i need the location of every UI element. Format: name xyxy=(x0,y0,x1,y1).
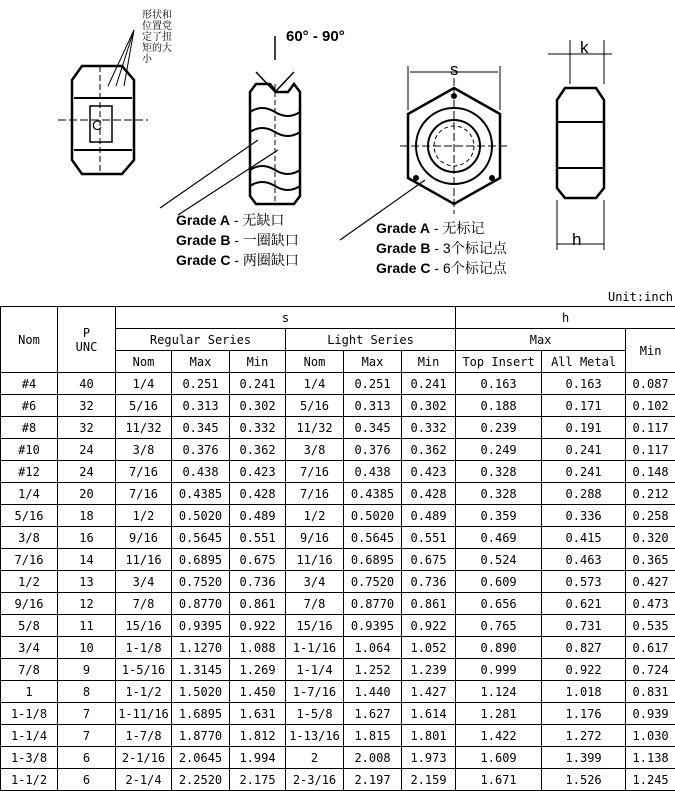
table-row xyxy=(1,461,675,483)
table-row xyxy=(1,483,675,505)
table-cell: 0.163 xyxy=(542,373,626,395)
grade-line: Grade C - 两圈缺口 xyxy=(176,252,299,268)
table-cell: 0.890 xyxy=(456,637,542,659)
table-cell: 11/32 xyxy=(116,417,172,439)
table-row xyxy=(1,373,675,395)
table-cell: 0.831 xyxy=(626,681,675,703)
table-cell: 1-1/8 xyxy=(1,703,58,725)
table-cell: 0.827 xyxy=(542,637,626,659)
table-cell: 32 xyxy=(58,417,116,439)
table-cell: 2-1/16 xyxy=(116,747,172,769)
header-pitch xyxy=(58,307,116,373)
table-cell: 0.241 xyxy=(542,461,626,483)
table-cell: 0.438 xyxy=(172,461,230,483)
table-cell: 0.463 xyxy=(542,549,626,571)
table-row xyxy=(1,549,675,571)
table-cell: 0.251 xyxy=(172,373,230,395)
table-cell: 0.362 xyxy=(230,439,286,461)
table-cell: #12 xyxy=(1,461,58,483)
table-cell: 0.258 xyxy=(626,505,675,527)
table-cell: 1.6895 xyxy=(172,703,230,725)
header-nom: Nom xyxy=(1,307,58,373)
table-cell: 5/16 xyxy=(116,395,172,417)
table-cell: 1.614 xyxy=(402,703,456,725)
table-cell: 1.064 xyxy=(344,637,402,659)
table-cell: 0.239 xyxy=(456,417,542,439)
table-cell: 0.922 xyxy=(402,615,456,637)
table-cell: 0.535 xyxy=(626,615,675,637)
table-cell: 1.671 xyxy=(456,769,542,791)
table-cell: 1.627 xyxy=(344,703,402,725)
table-cell: 0.423 xyxy=(230,461,286,483)
table-cell: 0.249 xyxy=(456,439,542,461)
table-cell: 1/4 xyxy=(116,373,172,395)
table-cell: 3/4 xyxy=(286,571,344,593)
table-cell: 8 xyxy=(58,681,116,703)
table-cell: 1.609 xyxy=(456,747,542,769)
table-cell: 5/16 xyxy=(286,395,344,417)
table-row xyxy=(1,659,675,681)
table-cell: 1.176 xyxy=(542,703,626,725)
table-cell: 1.812 xyxy=(230,725,286,747)
table-cell: 1-13/16 xyxy=(286,725,344,747)
table-cell: 16 xyxy=(58,527,116,549)
header-top-insert: Top Insert xyxy=(456,351,542,373)
table-cell: 0.359 xyxy=(456,505,542,527)
table-cell: 0.171 xyxy=(542,395,626,417)
table-cell: 3/8 xyxy=(116,439,172,461)
table-cell: 1.631 xyxy=(230,703,286,725)
callout-line: 位置党 xyxy=(142,21,172,32)
table-cell: 0.573 xyxy=(542,571,626,593)
table-cell: 0.212 xyxy=(626,483,675,505)
table-cell: 1.269 xyxy=(230,659,286,681)
table-cell: 0.191 xyxy=(542,417,626,439)
table-cell: 7/16 xyxy=(286,461,344,483)
table-cell: 0.102 xyxy=(626,395,675,417)
table-cell: 1/2 xyxy=(116,505,172,527)
table-cell: 15/16 xyxy=(286,615,344,637)
table-row xyxy=(1,571,675,593)
table-row xyxy=(1,703,675,725)
table-cell: 0.288 xyxy=(542,483,626,505)
table-cell: 1/2 xyxy=(286,505,344,527)
table-cell: 1-11/16 xyxy=(116,703,172,725)
table-cell: 0.345 xyxy=(344,417,402,439)
table-cell: 0.188 xyxy=(456,395,542,417)
table-cell: 2.0645 xyxy=(172,747,230,769)
table-cell: 1.030 xyxy=(626,725,675,747)
table-cell: #4 xyxy=(1,373,58,395)
table-cell: 0.7520 xyxy=(344,571,402,593)
table-cell: 1.427 xyxy=(402,681,456,703)
table-cell: 3/4 xyxy=(116,571,172,593)
table-cell: 1-5/16 xyxy=(116,659,172,681)
header-h-min: Min xyxy=(626,329,675,373)
table-cell: 40 xyxy=(58,373,116,395)
dimension-k-label: k xyxy=(580,38,589,57)
table-cell: 0.9395 xyxy=(172,615,230,637)
table-cell: 2-3/16 xyxy=(286,769,344,791)
table-cell: 1.052 xyxy=(402,637,456,659)
table-cell: 7/8 xyxy=(286,593,344,615)
nut-top-view xyxy=(340,66,508,240)
table-cell: 0.473 xyxy=(626,593,675,615)
table-cell: 0.5020 xyxy=(344,505,402,527)
table-cell: 1-3/8 xyxy=(1,747,58,769)
table-cell: 0.5645 xyxy=(172,527,230,549)
table-cell: 0.675 xyxy=(402,549,456,571)
table-row xyxy=(1,615,675,637)
table-cell: 1.399 xyxy=(542,747,626,769)
table-cell: 7 xyxy=(58,703,116,725)
table-cell: 0.8770 xyxy=(172,593,230,615)
table-cell: 0.736 xyxy=(402,571,456,593)
header-regular-min: Min xyxy=(230,351,286,373)
table-cell: 1.8770 xyxy=(172,725,230,747)
table-cell: 0.332 xyxy=(402,417,456,439)
header-all-metal: All Metal xyxy=(542,351,626,373)
table-cell: 0.4385 xyxy=(172,483,230,505)
table-cell: 0.469 xyxy=(456,527,542,549)
table-cell: 1.440 xyxy=(344,681,402,703)
table-cell: 0.9395 xyxy=(344,615,402,637)
table-cell: 2.2520 xyxy=(172,769,230,791)
table-cell: 1.124 xyxy=(456,681,542,703)
spec-table-body xyxy=(1,373,675,791)
table-cell: 1.422 xyxy=(456,725,542,747)
table-cell: 0.428 xyxy=(230,483,286,505)
svg-text:C: C xyxy=(92,117,103,133)
table-cell: 7 xyxy=(58,725,116,747)
table-cell: 0.302 xyxy=(402,395,456,417)
table-cell: 1.3145 xyxy=(172,659,230,681)
table-row xyxy=(1,395,675,417)
table-cell: 0.163 xyxy=(456,373,542,395)
header-h-max: Max xyxy=(456,329,626,351)
table-cell: 24 xyxy=(58,461,116,483)
table-cell: 12 xyxy=(58,593,116,615)
table-cell: 0.617 xyxy=(626,637,675,659)
table-cell: 2.175 xyxy=(230,769,286,791)
dimension-h-label: h xyxy=(572,230,582,249)
table-cell: 0.328 xyxy=(456,483,542,505)
table-cell: 1.252 xyxy=(344,659,402,681)
table-cell: 0.427 xyxy=(626,571,675,593)
grade-line: Grade A - 无标记 xyxy=(376,220,485,236)
table-cell: 14 xyxy=(58,549,116,571)
table-cell: 5/8 xyxy=(1,615,58,637)
table-cell: 1/4 xyxy=(286,373,344,395)
table-cell: 7/8 xyxy=(1,659,58,681)
table-cell: 0.345 xyxy=(172,417,230,439)
table-cell: 11/32 xyxy=(286,417,344,439)
grade-list-notch xyxy=(176,210,299,270)
table-cell: 1.245 xyxy=(626,769,675,791)
table-cell: 0.117 xyxy=(626,417,675,439)
table-cell: 0.313 xyxy=(344,395,402,417)
table-cell: 1.1270 xyxy=(172,637,230,659)
grade-line: Grade C - 6个标记点 xyxy=(376,260,507,276)
table-cell: 0.428 xyxy=(402,483,456,505)
header-light-series: Light Series xyxy=(286,329,456,351)
table-cell: 10 xyxy=(58,637,116,659)
table-cell: 0.313 xyxy=(172,395,230,417)
table-cell: 5/16 xyxy=(1,505,58,527)
table-cell: 0.332 xyxy=(230,417,286,439)
header-regular-series: Regular Series xyxy=(116,329,286,351)
angle-label: 60° - 90° xyxy=(286,28,345,45)
table-row xyxy=(1,593,675,615)
table-cell: 1-1/4 xyxy=(286,659,344,681)
header-regular-nom: Nom xyxy=(116,351,172,373)
header-light-max: Max xyxy=(344,351,402,373)
table-cell: 11 xyxy=(58,615,116,637)
table-cell: 0.609 xyxy=(456,571,542,593)
table-cell: 0.861 xyxy=(230,593,286,615)
table-cell: 1-5/8 xyxy=(286,703,344,725)
table-cell: 0.939 xyxy=(626,703,675,725)
table-cell: 0.241 xyxy=(542,439,626,461)
table-cell: 1.994 xyxy=(230,747,286,769)
table-cell: 1-1/16 xyxy=(286,637,344,659)
table-cell: 1-1/4 xyxy=(1,725,58,747)
table-cell: 1 xyxy=(1,681,58,703)
table-row xyxy=(1,681,675,703)
table-cell: 7/8 xyxy=(116,593,172,615)
grade-list-marks xyxy=(376,218,507,278)
table-cell: 6 xyxy=(58,769,116,791)
table-cell: 3/8 xyxy=(1,527,58,549)
table-cell: 1-7/16 xyxy=(286,681,344,703)
table-cell: 0.365 xyxy=(626,549,675,571)
header-p-text: P xyxy=(82,325,91,340)
table-row xyxy=(1,439,675,461)
table-cell: 9/16 xyxy=(286,527,344,549)
table-cell: 1.239 xyxy=(402,659,456,681)
table-cell: 0.736 xyxy=(230,571,286,593)
table-cell: 0.376 xyxy=(344,439,402,461)
callout-line: 定了扭 xyxy=(142,32,172,43)
header-s: s xyxy=(116,307,456,329)
table-cell: 0.328 xyxy=(456,461,542,483)
callout-note xyxy=(142,10,186,65)
table-cell: 0.621 xyxy=(542,593,626,615)
table-row xyxy=(1,505,675,527)
table-cell: 6 xyxy=(58,747,116,769)
table-cell: 0.362 xyxy=(402,439,456,461)
table-cell: 15/16 xyxy=(116,615,172,637)
table-cell: 7/16 xyxy=(116,461,172,483)
table-cell: 7/16 xyxy=(286,483,344,505)
table-cell: 0.423 xyxy=(402,461,456,483)
table-cell: 0.861 xyxy=(402,593,456,615)
table-cell: 32 xyxy=(58,395,116,417)
table-cell: 0.8770 xyxy=(344,593,402,615)
table-cell: 1.088 xyxy=(230,637,286,659)
table-cell: 20 xyxy=(58,483,116,505)
table-row xyxy=(1,769,675,791)
spec-table xyxy=(0,306,675,791)
table-cell: 0.7520 xyxy=(172,571,230,593)
table-row xyxy=(1,527,675,549)
table-cell: 1.801 xyxy=(402,725,456,747)
table-cell: 1.450 xyxy=(230,681,286,703)
table-cell: 0.6895 xyxy=(172,549,230,571)
table-row xyxy=(1,725,675,747)
table-cell: 0.551 xyxy=(230,527,286,549)
table-cell: 1-1/2 xyxy=(116,681,172,703)
table-cell: 3/4 xyxy=(1,637,58,659)
table-cell: 18 xyxy=(58,505,116,527)
table-cell: 0.656 xyxy=(456,593,542,615)
header-h: h xyxy=(456,307,675,329)
table-cell: 2 xyxy=(286,747,344,769)
table-cell: 2-1/4 xyxy=(116,769,172,791)
callout-line: 小 xyxy=(142,54,152,65)
nut-side-view-1 xyxy=(58,30,148,174)
table-cell: 0.251 xyxy=(344,373,402,395)
table-cell: 0.524 xyxy=(456,549,542,571)
table-cell: 1-7/8 xyxy=(116,725,172,747)
table-cell: 11/16 xyxy=(286,549,344,571)
table-cell: 1.018 xyxy=(542,681,626,703)
table-cell: 0.117 xyxy=(626,439,675,461)
header-regular-max: Max xyxy=(172,351,230,373)
table-cell: 1/4 xyxy=(1,483,58,505)
table-cell: 0.376 xyxy=(172,439,230,461)
table-cell: 0.302 xyxy=(230,395,286,417)
table-row xyxy=(1,417,675,439)
table-cell: 3/8 xyxy=(286,439,344,461)
table-cell: 1/2 xyxy=(1,571,58,593)
table-cell: 0.675 xyxy=(230,549,286,571)
table-cell: 1.281 xyxy=(456,703,542,725)
grade-line: Grade A - 无缺口 xyxy=(176,212,285,228)
table-cell: 11/16 xyxy=(116,549,172,571)
table-cell: 0.551 xyxy=(402,527,456,549)
table-cell: 0.922 xyxy=(230,615,286,637)
table-cell: 0.438 xyxy=(344,461,402,483)
callout-line: 矩的大 xyxy=(142,43,172,54)
table-cell: 9/16 xyxy=(116,527,172,549)
table-cell: 7/16 xyxy=(1,549,58,571)
table-cell: 0.5645 xyxy=(344,527,402,549)
table-row xyxy=(1,747,675,769)
table-cell: 1.272 xyxy=(542,725,626,747)
table-cell: 0.241 xyxy=(230,373,286,395)
table-cell: 1.973 xyxy=(402,747,456,769)
dimension-s-label: s xyxy=(450,60,459,79)
table-row xyxy=(1,637,675,659)
table-cell: #6 xyxy=(1,395,58,417)
nut-side-view-3 xyxy=(548,40,612,250)
table-cell: #10 xyxy=(1,439,58,461)
table-cell: 9 xyxy=(58,659,116,681)
table-cell: 0.922 xyxy=(542,659,626,681)
table-cell: 13 xyxy=(58,571,116,593)
table-cell: 0.731 xyxy=(542,615,626,637)
table-cell: 1.138 xyxy=(626,747,675,769)
table-cell: 0.489 xyxy=(402,505,456,527)
table-cell: 1-1/8 xyxy=(116,637,172,659)
table-cell: #8 xyxy=(1,417,58,439)
table-cell: 0.148 xyxy=(626,461,675,483)
table-cell: 0.320 xyxy=(626,527,675,549)
table-cell: 24 xyxy=(58,439,116,461)
table-cell: 0.6895 xyxy=(344,549,402,571)
table-cell: 0.415 xyxy=(542,527,626,549)
header-light-nom: Nom xyxy=(286,351,344,373)
header-unc-text: UNC xyxy=(75,339,98,354)
table-cell: 0.999 xyxy=(456,659,542,681)
table-cell: 0.765 xyxy=(456,615,542,637)
table-cell: 1.5020 xyxy=(172,681,230,703)
callout-line: 形状和 xyxy=(142,10,172,21)
grade-line: Grade B - 一圈缺口 xyxy=(176,232,299,248)
unit-label: Unit:inch xyxy=(607,290,673,304)
table-cell: 2.197 xyxy=(344,769,402,791)
table-cell: 1-1/2 xyxy=(1,769,58,791)
table-cell: 9/16 xyxy=(1,593,58,615)
grade-line: Grade B - 3个标记点 xyxy=(376,240,507,256)
nut-drawing xyxy=(0,0,675,285)
table-cell: 1.815 xyxy=(344,725,402,747)
table-cell: 0.489 xyxy=(230,505,286,527)
table-cell: 0.5020 xyxy=(172,505,230,527)
table-cell: 0.087 xyxy=(626,373,675,395)
table-cell: 0.336 xyxy=(542,505,626,527)
table-cell: 0.724 xyxy=(626,659,675,681)
table-cell: 2.008 xyxy=(344,747,402,769)
table-cell: 1.526 xyxy=(542,769,626,791)
header-light-min: Min xyxy=(402,351,456,373)
table-cell: 2.159 xyxy=(402,769,456,791)
table-cell: 7/16 xyxy=(116,483,172,505)
table-cell: 0.241 xyxy=(402,373,456,395)
table-cell: 0.4385 xyxy=(344,483,402,505)
